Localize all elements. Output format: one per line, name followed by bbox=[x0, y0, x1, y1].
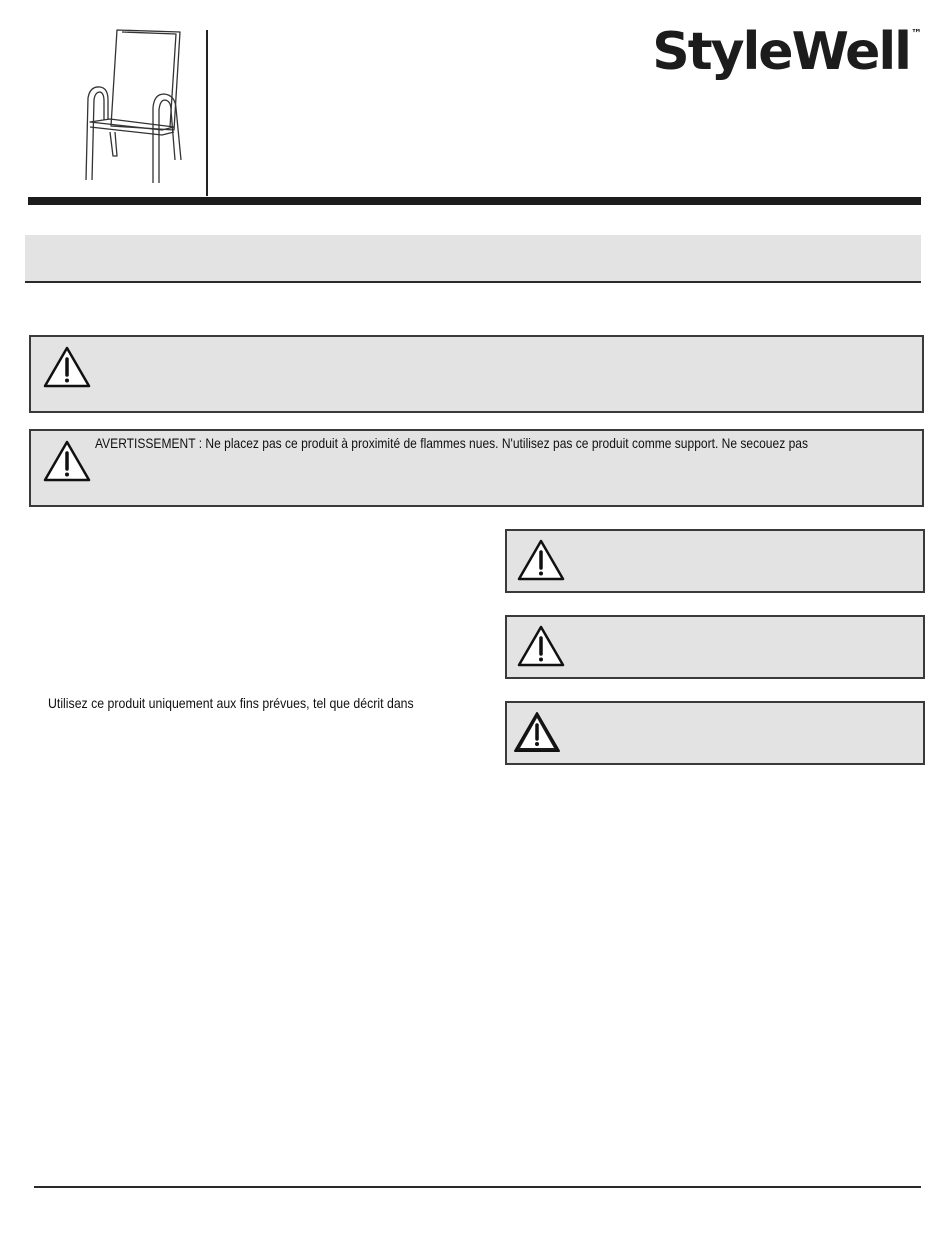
header-divider bbox=[206, 30, 208, 196]
warning-triangle-icon bbox=[516, 538, 566, 582]
warning-box-1 bbox=[29, 335, 924, 413]
footer-rule bbox=[34, 1186, 921, 1188]
chair-drawing bbox=[70, 28, 195, 188]
brand-name: StyleWell bbox=[652, 22, 910, 82]
warning-triangle-icon bbox=[516, 624, 566, 668]
caution-box bbox=[505, 701, 925, 765]
intended-use-text: Utilisez ce produit uniquement aux fins prévues, tel que décrit dans bbox=[48, 695, 414, 711]
trademark-symbol: ™ bbox=[911, 27, 922, 40]
warning-box-3 bbox=[505, 529, 925, 593]
warning-box-4 bbox=[505, 615, 925, 679]
title-band bbox=[25, 235, 921, 281]
warning-text: AVERTISSEMENT : Ne placez pas ce produit à proximité de flammes nues. N'utilisez pas ce produit comme support. Ne secouez pas bbox=[95, 435, 808, 451]
warning-triangle-icon bbox=[42, 439, 92, 483]
caution-triangle-icon bbox=[512, 710, 562, 754]
header-rule bbox=[28, 197, 921, 205]
brand-logo bbox=[652, 22, 922, 82]
warning-triangle-icon bbox=[42, 345, 92, 389]
product-image bbox=[70, 28, 195, 188]
title-rule bbox=[25, 281, 921, 283]
warning-box-2 bbox=[29, 429, 924, 507]
